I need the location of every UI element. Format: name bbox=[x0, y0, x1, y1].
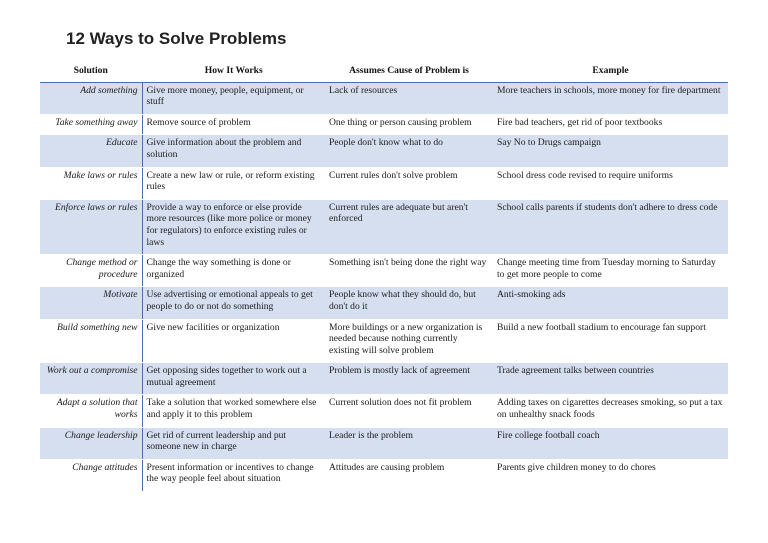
cause-cell: Lack of resources bbox=[325, 82, 493, 114]
solution-cell: Change method or procedure bbox=[40, 255, 142, 287]
example-cell: More teachers in schools, more money for fire department bbox=[493, 82, 728, 114]
example-cell: School calls parents if students don't adhere to dress code bbox=[493, 199, 728, 254]
table-row bbox=[40, 459, 728, 491]
example-cell: Anti-smoking ads bbox=[493, 287, 728, 319]
example-cell: School dress code revised to require uniforms bbox=[493, 167, 728, 199]
solution-cell: Change attitudes bbox=[40, 459, 142, 491]
how-cell: Use advertising or emotional appeals to get people to do or not do something bbox=[142, 287, 325, 319]
header-solution: Solution bbox=[40, 61, 142, 82]
cause-cell: Problem is mostly lack of agreement bbox=[325, 363, 493, 395]
solution-cell: Make laws or rules bbox=[40, 167, 142, 199]
solution-cell: Build something new bbox=[40, 319, 142, 363]
example-cell: Build a new football stadium to encourage fan support bbox=[493, 319, 728, 363]
how-cell: Change the way something is done or organized bbox=[142, 255, 325, 287]
solutions-table bbox=[40, 61, 728, 492]
solution-cell: Motivate bbox=[40, 287, 142, 319]
table-row bbox=[40, 255, 728, 287]
solution-cell: Enforce laws or rules bbox=[40, 199, 142, 254]
solution-cell: Change leadership bbox=[40, 427, 142, 459]
table-row bbox=[40, 114, 728, 135]
example-cell: Change meeting time from Tuesday morning to Saturday to get more people to come bbox=[493, 255, 728, 287]
table-row bbox=[40, 287, 728, 319]
how-cell: Get opposing sides together to work out a mutual agreement bbox=[142, 363, 325, 395]
table-row bbox=[40, 167, 728, 199]
table-header-row bbox=[40, 61, 728, 82]
table-row bbox=[40, 427, 728, 459]
example-cell: Fire bad teachers, get rid of poor textbooks bbox=[493, 114, 728, 135]
solution-cell: Take something away bbox=[40, 114, 142, 135]
document-title: 12 Ways to Solve Problems bbox=[66, 29, 287, 48]
example-cell: Trade agreement talks between countries bbox=[493, 363, 728, 395]
solution-cell: Educate bbox=[40, 135, 142, 167]
how-cell: Give more money, people, equipment, or stuff bbox=[142, 82, 325, 114]
how-cell: Get rid of current leadership and put someone new in charge bbox=[142, 427, 325, 459]
cause-cell: People don't know what to do bbox=[325, 135, 493, 167]
table-row bbox=[40, 135, 728, 167]
solution-cell: Work out a compromise bbox=[40, 363, 142, 395]
how-cell: Remove source of problem bbox=[142, 114, 325, 135]
example-cell: Say No to Drugs campaign bbox=[493, 135, 728, 167]
header-how-it-works: How It Works bbox=[142, 61, 325, 82]
how-cell: Provide a way to enforce or else provide more resources (like more police or money for regulators) to enforce existing rules or laws bbox=[142, 199, 325, 254]
cause-cell: Leader is the problem bbox=[325, 427, 493, 459]
how-cell: Give new facilities or organization bbox=[142, 319, 325, 363]
cause-cell: More buildings or a new organization is needed because nothing currently existing will solve problem bbox=[325, 319, 493, 363]
header-assumed-cause: Assumes Cause of Problem is bbox=[325, 61, 493, 82]
example-cell: Parents give children money to do chores bbox=[493, 459, 728, 491]
table-row bbox=[40, 82, 728, 114]
table-row bbox=[40, 363, 728, 395]
cause-cell: Current solution does not fit problem bbox=[325, 395, 493, 427]
how-cell: Present information or incentives to change the way people feel about situation bbox=[142, 459, 325, 491]
how-cell: Take a solution that worked somewhere else and apply it to this problem bbox=[142, 395, 325, 427]
table-row bbox=[40, 199, 728, 254]
how-cell: Create a new law or rule, or reform existing rules bbox=[142, 167, 325, 199]
solution-cell: Add something bbox=[40, 82, 142, 114]
cause-cell: Current rules are adequate but aren't enforced bbox=[325, 199, 493, 254]
cause-cell: Something isn't being done the right way bbox=[325, 255, 493, 287]
example-cell: Adding taxes on cigarettes decreases smoking, so put a tax on unhealthy snack foods bbox=[493, 395, 728, 427]
table-row bbox=[40, 319, 728, 363]
solution-cell: Adapt a solution that works bbox=[40, 395, 142, 427]
cause-cell: People know what they should do, but don't do it bbox=[325, 287, 493, 319]
cause-cell: One thing or person causing problem bbox=[325, 114, 493, 135]
cause-cell: Attitudes are causing problem bbox=[325, 459, 493, 491]
cause-cell: Current rules don't solve problem bbox=[325, 167, 493, 199]
how-cell: Give information about the problem and solution bbox=[142, 135, 325, 167]
example-cell: Fire college football coach bbox=[493, 427, 728, 459]
header-example: Example bbox=[493, 61, 728, 82]
table-row bbox=[40, 395, 728, 427]
